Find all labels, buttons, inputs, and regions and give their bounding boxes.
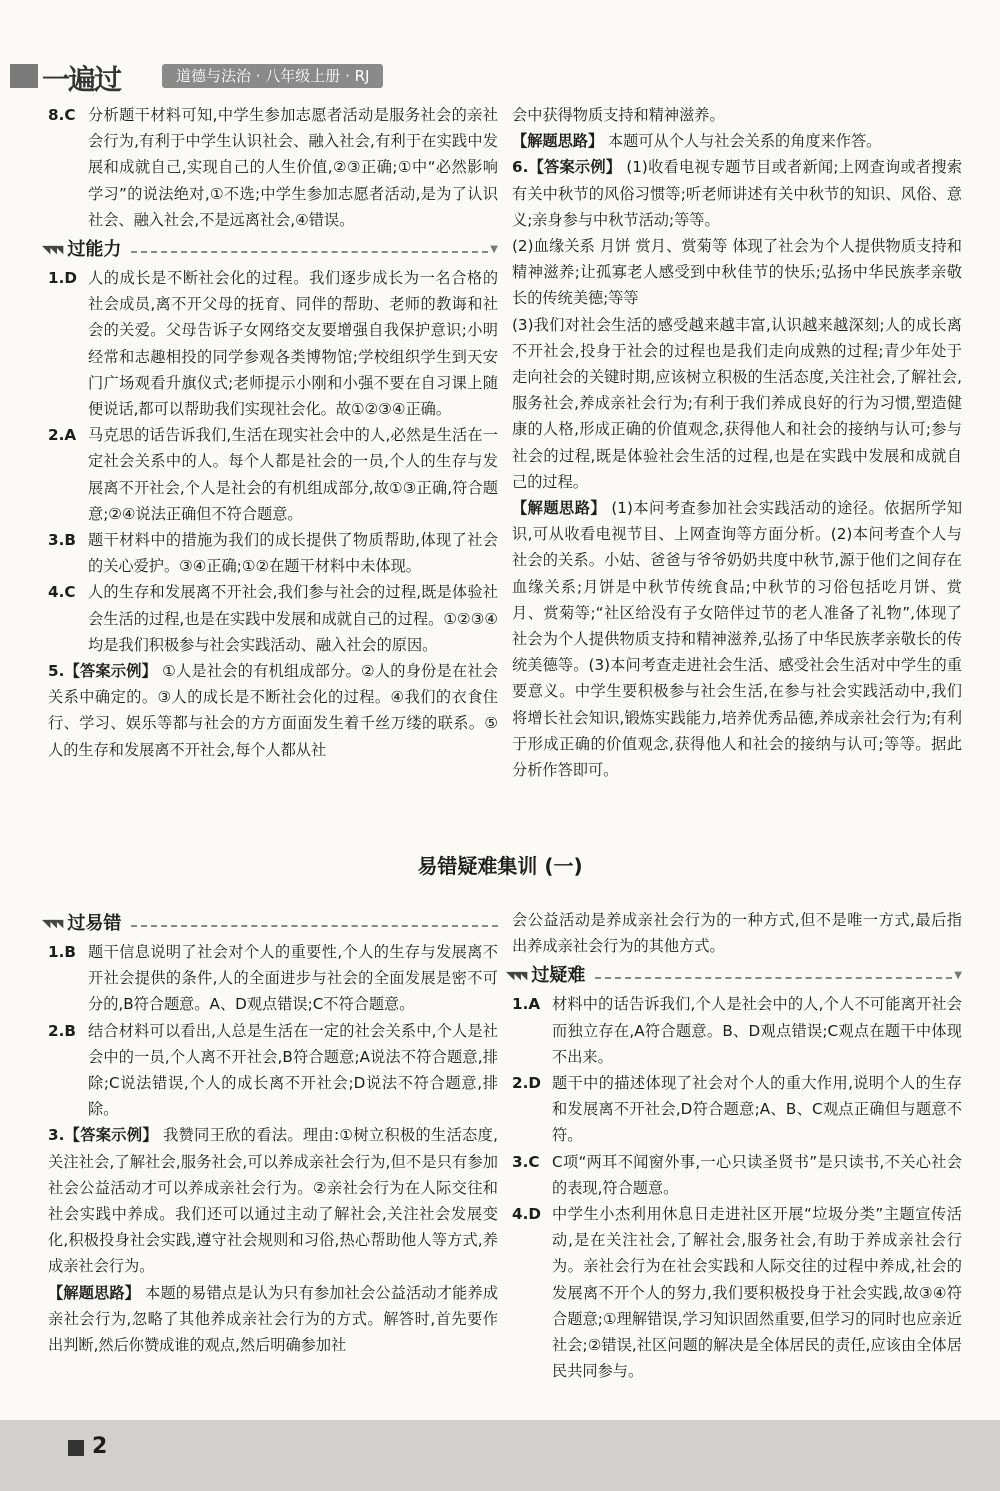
answer-text: 中学生小杰利用休息日走进社区开展“垃圾分类”主题宣传活动,是在关注社会,了解社会,服务社会,有助于养成亲社会行为。亲社会行为在社会实践和人际交往的过程中养成,社会的发展离不开个人的努力,我们要积极投身于社会实践,故③④符合题意;①理解错误,学习知识固然重要,但学习的同时也应亲近社会;②错误,社区问题的解决是全体居民的责任,应该由全体居民共同参与。: [552, 1205, 962, 1381]
answer-text: 题干中的描述体现了社会对个人的重大作用,说明个人的生存和发展离不开社会,D符合题意;A、B、C观点正确但与题意不符。: [552, 1074, 962, 1145]
answer-text: (3)我们对社会生活的感受越来越丰富,认识越来越深刻;人的成长离不开社会,投身于社会的过程也是我们走向成熟的过程;青少年处于走向社会的关键时期,应该树立积极的生活态度,关注社会,了解社会,服务社会,养成亲社会行为;有利于我们养成良好的行为习惯,塑造健康的人格,形成正确的价值观念,获得他人和社会的接纳与认可;参与社会的过程,既是体验社会生活的过程,也是在实践中发展和成就自己的过程。: [512, 315, 962, 491]
hint-block: [512, 495, 962, 783]
answer-number: 2.B: [48, 1021, 76, 1040]
section-icon: ◥◥◥: [42, 916, 62, 930]
answer-item: [48, 939, 498, 1018]
hint-text: 本题可从个人与社会关系的角度来作答。: [607, 132, 882, 151]
section-header: [506, 961, 962, 991]
section-main-title: 易错疑难集训 (一): [417, 854, 583, 878]
answer-item: [48, 422, 498, 527]
hint-text: 本题的易错点是认为只有参加社会公益活动才能养成亲社会行为,忽略了其他养成亲社会行为的方式。解答时,首先要作出判断,然后你赞成谁的观点,然后明确参加社: [48, 1283, 499, 1355]
answer-text: 我赞同王欣的看法。理由:①树立积极的生活态度,关注社会,了解社会,服务社会,可以养成亲社会行为,但不是只有参加社会公益活动才可以养成亲社会行为。②亲社会行为在人际交往和社会实践中养成。我们还可以通过主动了解社会,关注社会发展变化,积极投身社会实践,遵守社会规则和习俗,热心帮助他人等方式,养成亲社会行为。: [48, 1126, 499, 1276]
continued-text: 会公益活动是养成亲社会行为的一种方式,但不是唯一方式,最后指出养成亲社会行为的其他方式。: [512, 911, 962, 956]
brand-logo: 一遍过: [42, 63, 121, 96]
answer-text: 结合材料可以看出,人总是生活在一定的社会关系中,个人是社会中的一员,个人离不开社会,B符合题意;A说法不符合题意,排除;C说法错误,个人的成长离不开社会;D说法不符合题意,排除。: [88, 1021, 498, 1119]
answer-item: [512, 1070, 962, 1149]
section-header: [42, 909, 498, 939]
answer-text: 题干信息说明了社会对个人的重要性,个人的生存与发展离不开社会提供的条件,人的全面进步与社会的全面发展是密不可分的,B符合题意。A、D观点错误;C不符合题意。: [88, 943, 498, 1014]
arrow-icon: ▼: [954, 970, 962, 982]
answer-number: 5.【答案示例】: [48, 662, 158, 681]
book-label: 道德与法治 · 八年级上册 · RJ: [162, 64, 383, 88]
answer-text: ①人是社会的有机组成部分。②人的身份是在社会关系中确定的。③人的成长是不断社会化的过程。④我们的衣食住行、学习、娱乐等都与社会的方方面面发生着千丝万缕的联系。⑤人的生存和发展离不开社会,每个人都从社: [48, 662, 499, 759]
answer-text: C项“两耳不闻窗外事,一心只读圣贤书”是只读书,不关心社会的表现,符合题意。: [552, 1152, 962, 1197]
answer-number: 1.D: [48, 269, 77, 288]
answer-item: [48, 1018, 498, 1123]
answer-text: (2)血缘关系 月饼 赏月、赏菊等 体现了社会为个人提供物质支持和精神滋养;让孤寡老人感受到中秋佳节的快乐;弘扬中华民族孝亲敬长的传统美德;等等: [512, 237, 962, 308]
answer-number: 1.B: [48, 943, 76, 961]
hint-block: [512, 128, 962, 154]
answer-text: 材料中的话告诉我们,个人是社会中的人,个人不可能离开社会而独立存在,A符合题意。B、D观点错误;C观点在题干中体现不出来。: [552, 995, 962, 1066]
left-column-top: [42, 102, 499, 763]
answer-item: [48, 265, 498, 422]
answer-number: 3.C: [512, 1152, 540, 1171]
answer-item: [512, 1149, 962, 1201]
page-header: [0, 0, 1000, 100]
page-number: 2: [92, 1434, 108, 1459]
continued-text: 会中获得物质支持和精神滋养。: [512, 106, 725, 124]
right-column-bottom: [506, 907, 962, 1384]
hint-block: [48, 1280, 498, 1359]
answer-text: 题干材料中的措施为我们的成长提供了物质帮助,体现了社会的关心爱护。③④正确;①②在题干材料中未体现。: [88, 531, 498, 576]
answer-item: [48, 527, 498, 579]
answer-item: [48, 1122, 498, 1279]
header-bar: [10, 64, 38, 88]
section-divider: [131, 925, 498, 927]
answer-text: 人的生存和发展离不开社会,我们参与社会的过程,既是体验社会生活的过程,也是在实践中发展和成就自己的过程。①②③④均是我们积极参与社会实践活动、融入社会的原因。: [88, 583, 498, 654]
answer-number: 6.【答案示例】: [512, 158, 622, 177]
answer-number: 8.C: [48, 106, 76, 124]
answer-number: 1.A: [512, 995, 541, 1014]
section-divider: [595, 977, 952, 979]
hint-tag: 【解题思路】: [512, 499, 607, 518]
left-column-bottom: [42, 907, 499, 1358]
hint-text: (1)本问考查参加社会实践活动的途径。依据所学知识,可从收看电视节目、上网查询等方面分析。(2)本问考查个人与社会的关系。小姑、爸爸与爷爷奶奶共度中秋节,源于他们之间存在血缘关系;月饼是中秋节传统食品;中秋节的习俗包括吃月饼、赏月、赏菊等;“社区给没有子女陪伴过节的老人准备了礼物”,体现了社会为个人提供物质支持和精神滋养,弘扬了中华民族孝亲敬长的传统美德等。(3)本问考查走进社会生活、感受社会生活对中学生的重要意义。中学生要积极参与社会生活,在参与社会实践活动中,我们将增长社会知识,锻炼实践能力,培养优秀品德,养成亲社会行为;有利于形成正确的价值观念,获得他人和社会的接纳与认可;等等。据此分析作答即可。: [512, 499, 963, 780]
answer-item: [512, 991, 962, 1070]
answer-number: 2.A: [48, 426, 77, 445]
hint-tag: 【解题思路】: [512, 132, 604, 151]
answer-number: 4.C: [48, 583, 76, 602]
answer-text: 人的成长是不断社会化的过程。我们逐步成长为一名合格的社会成员,离不开父母的抚育、同伴的帮助、老师的教诲和社会的关爱。父母告诉子女网络交友要增强自我保护意识;小明经常和志趣相投的同学参观各类博物馆;学校组织学生到天安门广场观看升旗仪式;老师提示小刚和小强不要在自习课上随便说话,都可以帮助我们实现社会化。故①②③④正确。: [88, 269, 498, 419]
answer-text: 分析题干材料可知,中学生参加志愿者活动是服务社会的亲社会行为,有利于中学生认识社会、融入社会,有利于在实践中发展和成就自己,实现自己的人生价值,②③正确;①中“必然影响学习”的说法绝对,①不选;中学生参加志愿者活动,是为了认识社会、融入社会,不是远离社会,④错误。: [88, 106, 498, 229]
answer-text: 马克思的话告诉我们,生活在现实社会中的人,必然是生活在一定社会关系中的人。每个人都是社会的一员,个人的生存与发展离不开社会,个人是社会的有机组成部分,故①③正确,符合题意;②④说法正确但不符合题意。: [88, 426, 498, 523]
page-number-marker: [68, 1440, 84, 1456]
arrow-icon: ▼: [490, 243, 498, 255]
answer-item: [512, 1201, 962, 1384]
answer-number: 4.D: [512, 1205, 541, 1224]
section-icon: ◥◥◥: [42, 242, 62, 256]
answer-text: (1)收看电视专题节目或者新闻;上网查询或者搜索有关中秋节的风俗习惯等;听老师讲述有关中秋节的知识、风俗、意义;亲身参与中秋节活动;等等。: [512, 158, 963, 229]
answer-number: 3.B: [48, 531, 76, 550]
answer-item: [512, 154, 962, 233]
answer-item: [48, 579, 498, 658]
answer-number: 2.D: [512, 1074, 541, 1093]
section-icon: ◥◥◥: [506, 969, 526, 983]
section-title: 过能力: [67, 238, 122, 260]
hint-tag: 【解题思路】: [48, 1283, 141, 1302]
section-header: [42, 235, 498, 265]
answer-item: [48, 658, 498, 763]
answer-number: 3.【答案示例】: [48, 1126, 158, 1145]
page-footer-band: [0, 1420, 1000, 1491]
right-column-top: [512, 102, 962, 783]
section-title: 过疑难: [531, 965, 586, 987]
section-divider: [131, 251, 488, 253]
answer-item: [48, 102, 498, 233]
section-title: 过易错: [67, 912, 122, 934]
